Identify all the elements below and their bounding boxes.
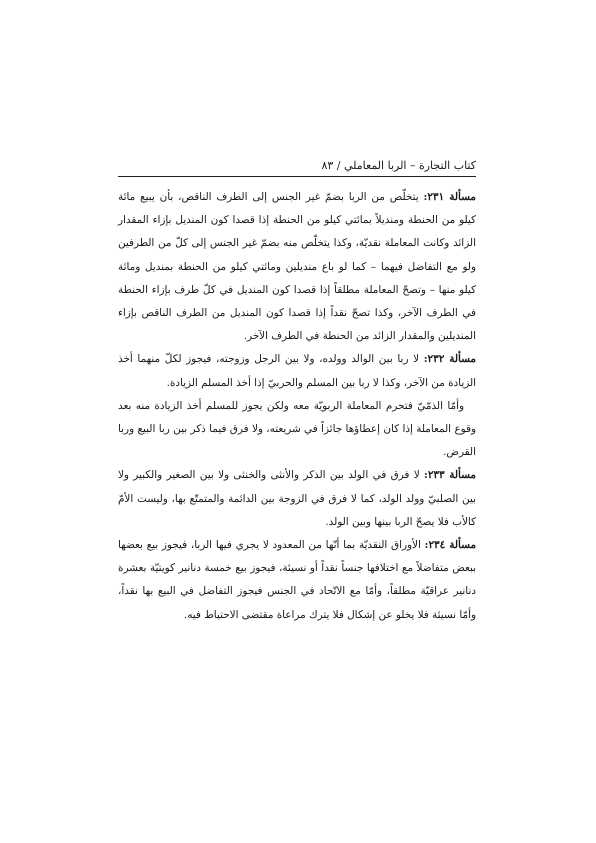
running-header: كتاب التجارة – الربا المعاملي / ٨٣ [321,159,476,172]
header-rule [118,176,476,177]
issue-label: مسألة ٢٣٢: [423,353,477,366]
issue-label: مسألة ٢٣١: [423,191,476,203]
paragraph-dhimmi [118,395,476,465]
paragraph-masala-231 [118,186,476,348]
issue-text: الأوراق النقديّة بما أنّها من المعدود لا يجري فيها الربا، فيجوز بيع بعضها ببعض متفاضلاً مع اختلافها جنساً نقداً أو نسيئة، فيجوز بيع خمسة دنانير كويتيّة بعشرة دنانير عراقيّة مطلقاً، وأمّا مع الاتّحاد في الجنس فيجوز التفاضل في البيع بها نقداً، وأمّا نسيئة فلا يخلو عن إشكال فلا يترك مراعاة مقتضى الاحتياط فيه. [118,539,476,621]
issue-label: مسألة ٢٣٤: [424,539,477,552]
paragraph-masala-234 [118,534,476,627]
paragraph-masala-232 [118,348,476,394]
paragraph-masala-233 [118,464,476,534]
issue-text: لا ربا بين الوالد وولده، ولا بين الرجل وزوجته، فيجوز لكلّ منهما أخذ الزيادة من الآخر، وكذا لا ربا بين المسلم والحربيّ إذا أخذ المسلم الزيادة. [118,353,476,389]
page-body [118,186,476,627]
issue-label: مسألة ٢٣٣: [423,469,476,482]
issue-text: يتخلّص من الربا بضمّ غير الجنس إلى الطرف الناقص، بأن يبيع مائة كيلو من الحنطة ومنديلاً بمائتي كيلو من الحنطة إذا قصدا كون المنديل بإزاء المقدار الزائد وكانت المعاملة نقديّة، وكذا يتخلّص منه بضمّ غير الجنس إلى كلّ من الطرفين ولو مع التفاضل فيهما – كما لو باع منديلين ومائتي كيلو من الحنطة بمنديل ومائة كيلو منها – وتصحّ المعاملة مطلقاً إذا قصدا كون المنديل في كلّ طرف بإزاء الحنطة في الطرف الآخر، وكذا تصحّ نقداً إذا قصدا كون المنديل من الطرف الناقص بإزاء المنديلين والمقدار الزائد من الحنطة في الطرف الآخر. [118,191,476,343]
issue-text: وأمّا الذمّيّ فتحرم المعاملة الربويّة معه ولكن يجوز للمسلم أخذ الزيادة منه بعد وقوع المعاملة إذا كان إعطاؤها جائزاً في شريعته، ولا فرق فيما ذكر بين ربا البيع وربا القرض. [118,399,476,459]
issue-text: لا فرق في الولد بين الذكر والأنثى والخنثى ولا بين الصغير والكبير ولا بين الصلبيّ وولد الولد، كما لا فرق في الزوجة بين الدائمة والمتمتّع بها، وليست الأمّ كالأب فلا يصحّ الربا بينها وبين الولد. [118,469,476,528]
